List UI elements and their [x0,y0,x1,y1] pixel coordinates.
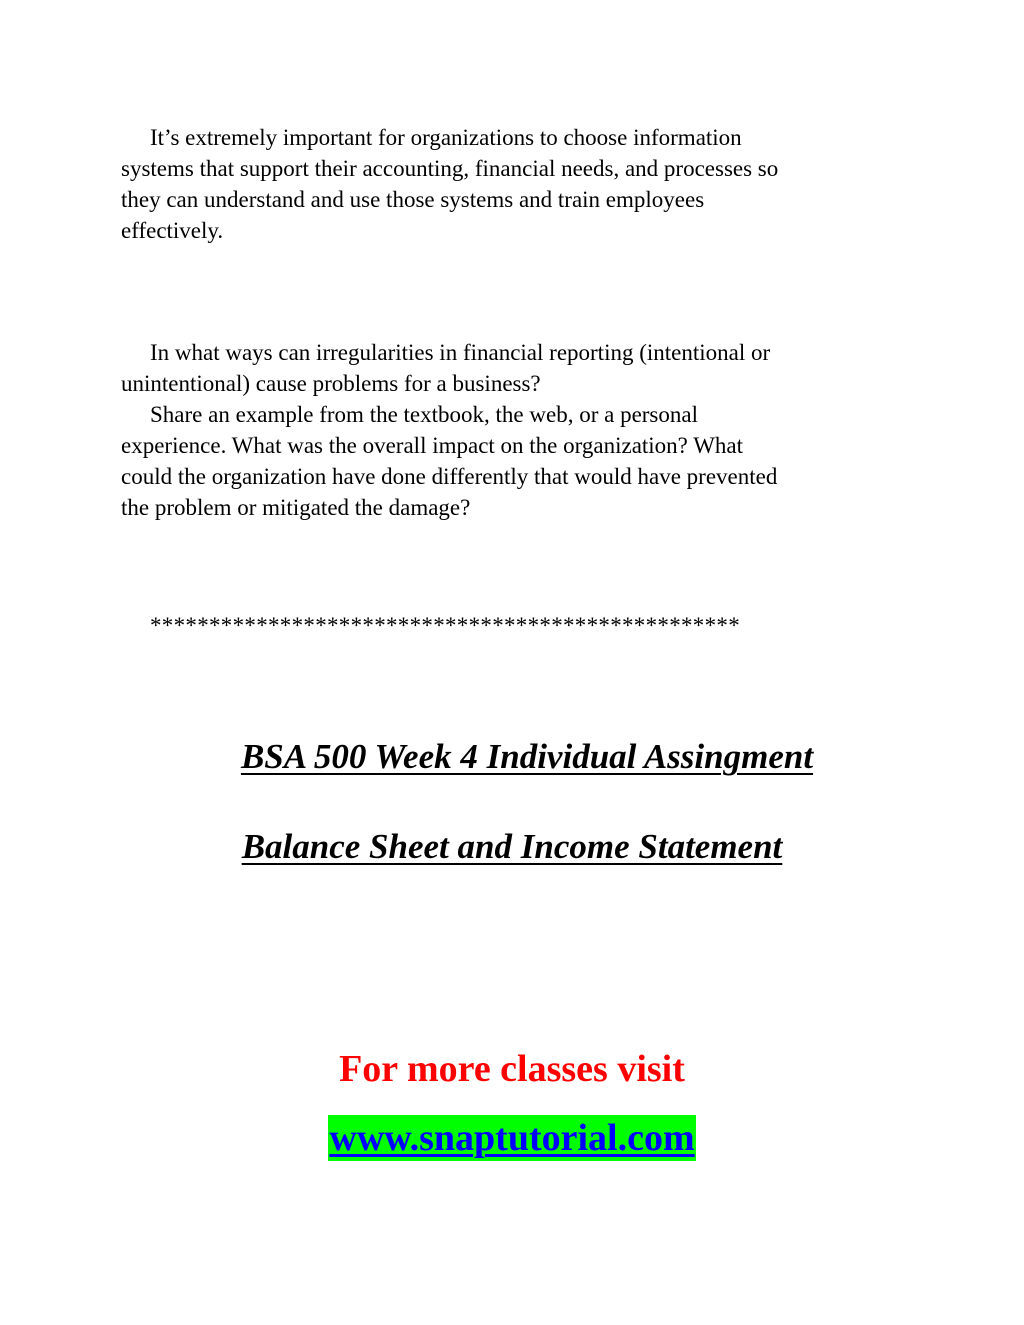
visit-callout: For more classes visit [339,1048,685,1090]
paragraph-line: It’s extremely important for organizations to choose information [150,125,742,150]
intro-paragraph [121,122,896,246]
assignment-subtitle: Balance Sheet and Income Statement [241,827,783,866]
paragraph-line: In what ways can irregularities in financial reporting (intentional or [150,340,771,365]
paragraph-line: systems that support their accounting, financial needs, and processes so [121,156,779,181]
paragraph-line: could the organization have done differently that would have prevented [121,464,778,489]
question-paragraph [121,337,896,523]
paragraph-line: the problem or mitigated the damage? [121,495,471,520]
paragraph-line: experience. What was the overall impact on the organization? What [121,433,744,458]
assignment-title: BSA 500 Week 4 Individual Assingment [240,737,814,776]
paragraph-line: they can understand and use those systems and train employees [121,187,705,212]
website-link-container [0,1115,1024,1161]
paragraph-line: unintentional) cause problems for a business? [121,371,541,396]
website-link[interactable]: www.snaptutorial.com [329,1117,695,1159]
asterisk-separator: ************************************************** [150,613,740,638]
paragraph-line: Share an example from the textbook, the web, or a personal [150,402,698,427]
paragraph-line: effectively. [121,218,224,243]
